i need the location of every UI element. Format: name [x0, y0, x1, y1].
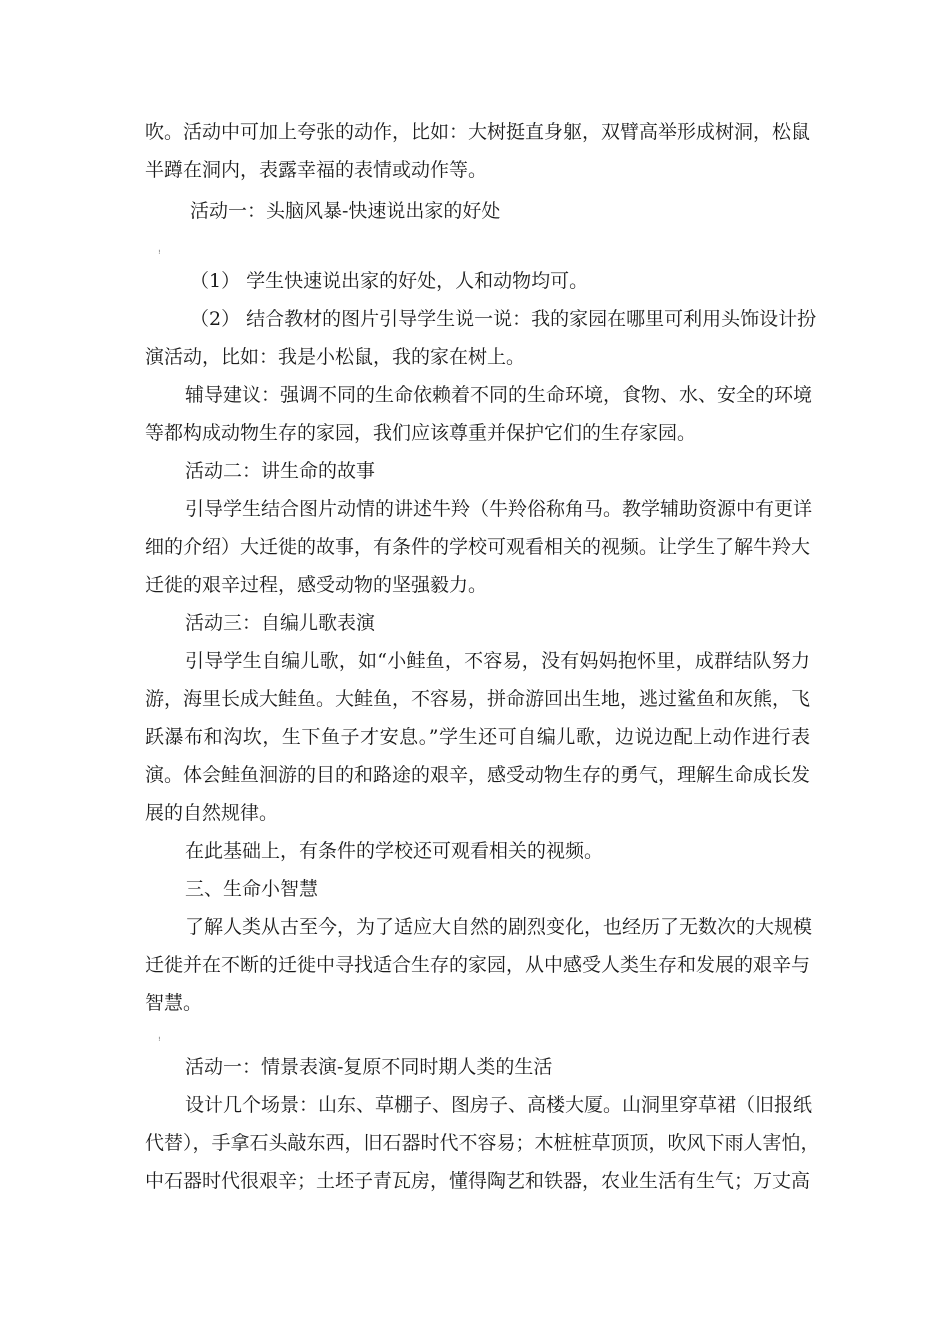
text-line: 迁徙并在不断的迁徙中寻找适合生存的家园，从中感受人类生存和发展的艰辛与 [145, 954, 811, 976]
activity-heading: 活动一：情景表演-复原不同时期人类的生活 [185, 1056, 553, 1078]
text-line: 半蹲在洞内，表露幸福的表情或动作等。 [145, 159, 488, 181]
text-line: 在此基础上，有条件的学校还可观看相关的视频。 [185, 840, 604, 862]
text-line: 演。体会鲑鱼洄游的目的和路途的艰辛，感受动物生存的勇气，理解生命成长发 [145, 764, 811, 786]
text-line: 细的介绍）大迁徙的故事，有条件的学校可观看相关的视频。让学生了解牛羚大 [145, 536, 811, 558]
text-line: 了解人类从古至今，为了适应大自然的剧烈变化，也经历了无数次的大规模 [185, 916, 813, 938]
text-line: 吹。活动中可加上夸张的动作，比如：大树挺直身躯，双臂高举形成树洞，松鼠 [145, 121, 811, 143]
paragraph-mark: ꜝ [158, 249, 161, 260]
text-line: 展的自然规律。 [145, 802, 279, 824]
activity-heading: 活动三：自编儿歌表演 [185, 612, 376, 634]
text-line: 游，海里长成大鲑鱼。大鲑鱼，不容易，拼命游回出生地，逃过鲨鱼和灰熊，飞 [145, 688, 811, 710]
text-line: 等都构成动物生存的家园，我们应该尊重并保护它们的生存家园。 [145, 422, 697, 444]
section-heading: 三、生命小智慧 [185, 878, 319, 900]
list-item: （1） 学生快速说出家的好处，人和动物均可。 [190, 270, 589, 292]
activity-heading: 活动二：讲生命的故事 [185, 460, 376, 482]
text-line: 引导学生结合图片动情的讲述牛羚（牛羚俗称角马。教学辅助资源中有更详 [185, 498, 813, 520]
activity-heading: 活动一：头脑风暴-快速说出家的好处 [190, 200, 501, 222]
text-line: 跃瀑布和沟坎，生下鱼子才安息。”学生还可自编儿歌，边说边配上动作进行表 [145, 726, 810, 748]
text-line: 设计几个场景：山东、草棚子、图房子、高楼大厦。山洞里穿草裙（旧报纸 [185, 1094, 813, 1116]
text-line: 引导学生自编儿歌，如“小鲑鱼，不容易，没有妈妈抱怀里，成群结队努力 [185, 650, 810, 672]
text-line: 中石器时代很艰辛；土坯子青瓦房，懂得陶艺和铁器，农业生活有生气；万丈高 [145, 1170, 811, 1192]
list-item: （2） 结合教材的图片引导学生说一说：我的家园在哪里可利用头饰设计扮 [190, 308, 817, 330]
text-line: 演活动，比如：我是小松鼠，我的家在树上。 [145, 346, 526, 368]
paragraph-mark: ꜝ [158, 1036, 161, 1047]
text-line: 代替），手拿石头敲东西，旧石器时代不容易；木桩桩草顶顶，吹风下雨人害怕， [145, 1132, 820, 1154]
text-line: 智慧。 [145, 992, 203, 1014]
text-line: 辅导建议：强调不同的生命依赖着不同的生命环境，食物、水、安全的环境 [185, 384, 813, 406]
text-line: 迁徙的艰辛过程，感受动物的坚强毅力。 [145, 574, 488, 596]
